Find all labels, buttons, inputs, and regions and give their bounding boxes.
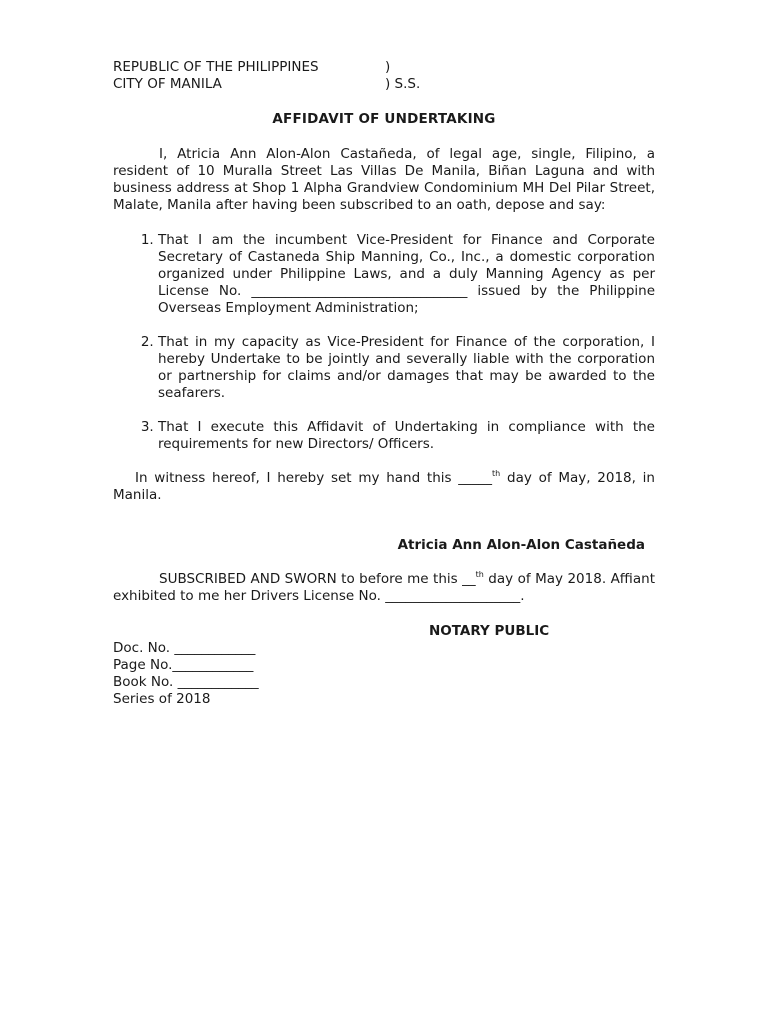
witness-text-before: In witness hereof, I hereby set my hand this _____ bbox=[135, 470, 493, 486]
venue-line-city bbox=[113, 76, 655, 93]
witness-ordinal: th bbox=[492, 469, 501, 478]
list-item: 3. That I execute this Affidavit of Undertaking in compliance with the requirements for new Directors/ Officers. bbox=[158, 419, 655, 453]
notarial-registry bbox=[113, 640, 655, 708]
page-number: Page No.____________ bbox=[113, 657, 254, 673]
jurat-text-before: SUBSCRIBED AND SWORN to before me this __ bbox=[159, 571, 476, 587]
venue-city: CITY OF MANILA bbox=[113, 76, 222, 92]
intro-paragraph: I, Atricia Ann Alon-Alon Castañeda, of legal age, single, Filipino, a resident of 10 Muralla Street Las Villas De Manila, Biñan Laguna and with business address at Shop 1 Alpha Grandview Condominium MH Del Pilar Street, Malate, Manila after having been subscribed to an oath, depose and say: bbox=[113, 146, 655, 213]
notary-public-label: NOTARY PUBLIC bbox=[429, 623, 550, 639]
venue-line-republic bbox=[113, 59, 655, 76]
book-number: Book No. ____________ bbox=[113, 674, 259, 690]
affidavit-document bbox=[113, 59, 655, 708]
document-title: AFFIDAVIT OF UNDERTAKING bbox=[272, 111, 496, 127]
undertaking-list bbox=[113, 232, 655, 453]
venue-ss: ) S.S. bbox=[385, 76, 421, 92]
jurat-ordinal: th bbox=[475, 570, 484, 579]
list-item: 1. That I am the incumbent Vice-President for Finance and Corporate Secretary of Castaneda Ship Manning, Co., Inc., a domestic corporation organized under Philippine Laws, and a duly Manning Agency as per License No. ________________________________ issued by the Philippine Overseas Employment Administration; bbox=[158, 232, 655, 317]
list-item: 2. That in my capacity as Vice-President for Finance of the corporation, I hereby Undertake to be jointly and severally liable with the corporation or partnership for claims and/or damages that may be awarded to the seafarers. bbox=[158, 334, 655, 402]
doc-number: Doc. No. ____________ bbox=[113, 640, 256, 656]
signatory-name: Atricia Ann Alon-Alon Castañeda bbox=[397, 537, 645, 553]
witness-paragraph bbox=[113, 470, 655, 504]
jurat-text-after: day of May 2018. Affiant exhibited to me her Drivers License No. ____________________. bbox=[113, 571, 655, 604]
series-year: Series of 2018 bbox=[113, 691, 211, 707]
jurat-paragraph bbox=[113, 571, 655, 605]
venue-country: REPUBLIC OF THE PHILIPPINES bbox=[113, 59, 319, 75]
venue-bracket: ) bbox=[385, 59, 391, 75]
witness-text-after: day of May, 2018, in Manila. bbox=[113, 470, 655, 503]
